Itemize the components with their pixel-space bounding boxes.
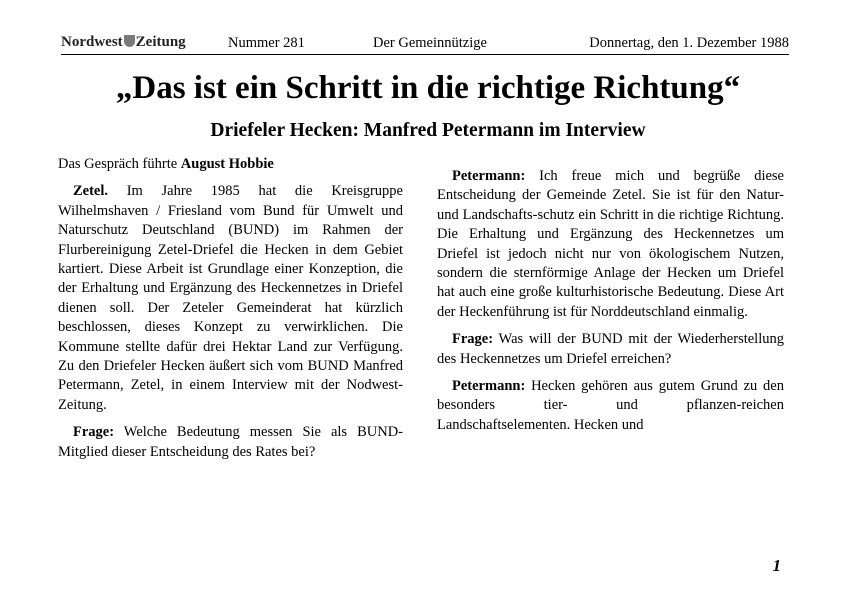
issue-number: Nummer 281 <box>228 35 305 51</box>
page-number: 1 <box>772 556 781 575</box>
question-1 <box>58 423 403 462</box>
logo-text-right: Zeitung <box>135 34 186 50</box>
left-column <box>58 155 403 462</box>
headline: „Das ist ein Schritt in die richtige Richtung“ <box>115 70 741 106</box>
answer-1-text: Ich freue mich und begrüße diese Entscheidung der Gemeinde Zetel. Sie ist für den Natur- und Landschafts-schutz ein Schritt in die richtige Richtung. Die Erhaltung und Ergänzung des Heckennetzes um Driefel ist jedoch nicht nur von ökologischem Nutzen, sondern die sternförmige Anlage der Hecken um Driefel hat auch eine große kulturhistorische Bedeutung. Diese Art der Heckenführung ist für Norddeutschland einmalig. <box>437 168 784 320</box>
subheadline: Driefeler Hecken: Manfred Petermann im Interview <box>210 120 646 141</box>
issue-date: Donnertag, den 1. Dezember 1988 <box>589 35 789 51</box>
answer-2-text: Hecken gehören aus gutem Grund zu den besonders tier- und pflanzen-reichen Landschaftselementen. Hecken und <box>437 378 784 433</box>
right-column <box>437 167 784 435</box>
newspaper-logo <box>61 34 186 51</box>
masthead <box>61 34 789 55</box>
byline-prefix: Das Gespräch führte <box>58 156 181 172</box>
section-title: Der Gemeinnützige <box>373 35 487 51</box>
question-2 <box>437 330 784 369</box>
intro-paragraph <box>58 182 403 415</box>
question-2-text: Was will der BUND mit der Wiederherstellung des Heckennetzes um Driefel erreichen? <box>437 331 784 367</box>
byline <box>58 155 403 174</box>
byline-author: August Hobbie <box>180 156 274 172</box>
answer-1 <box>437 167 784 322</box>
answer-2 <box>437 377 784 435</box>
question-2-speaker: Frage: <box>452 331 494 348</box>
answer-1-speaker: Petermann: <box>452 168 526 184</box>
question-1-speaker: Frage: <box>73 424 115 441</box>
intro-text: Im Jahre 1985 hat die Kreisgruppe Wilhelmshaven / Friesland vom Bund für Umwelt und Naturschutz Deutschland (BUND) im Rahmen der Flurbereinigung Zetel-Driefel die Hecken in dem Gebiet kartiert. Diese Arbeit ist Grundlage einer Konzeption, die der Erhaltung und Ergänzung des Heckennetzes in Driefel dienen soll. Der Zeteler Gemeinderat hat kürzlich beschlossen, dieses Konzept zu verwirklichen. Die Kommune stellte dafür drei Hektar Land zur Verfügung. Zu den Driefeler Hecken äußert sich vom BUND Manfred Petermann, Zetel, in einem Interview mit der Nodwest-Zeitung. <box>58 183 403 413</box>
crest-icon <box>124 35 135 47</box>
dateline: Zetel. <box>73 183 109 200</box>
answer-2-speaker: Petermann: <box>452 378 526 395</box>
logo-text-left: Nordwest <box>61 34 123 50</box>
question-1-text: Welche Bedeutung messen Sie als BUND-Mitglied dieser Entscheidung des Rates bei? <box>58 424 403 460</box>
